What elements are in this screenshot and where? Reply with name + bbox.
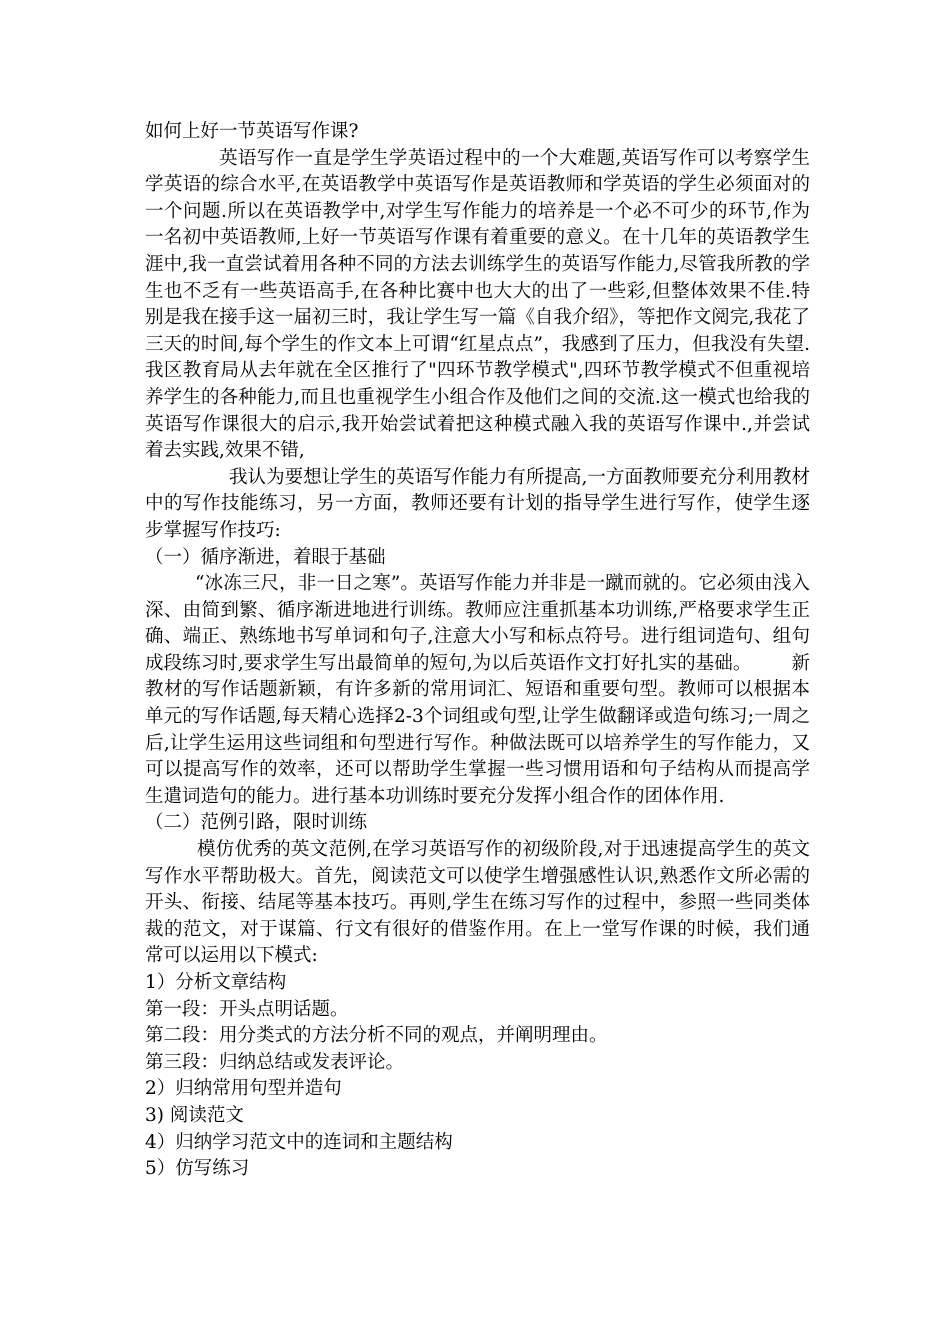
- document-title: 如何上好一节英语写作课?: [145, 121, 359, 142]
- step-line: 2）归纳常用句型并造句: [145, 1078, 342, 1100]
- section-1-paragraph: [145, 571, 810, 810]
- step-line: 3) 阅读范文: [145, 1104, 244, 1126]
- section-heading-2: （二）范例引路，限时训练: [145, 812, 368, 834]
- step-line: 第一段：开头点明话题。: [145, 998, 349, 1020]
- section-2-paragraph: 模仿优秀的英文范例,在学习英语写作的初级阶段,对于迅速提高学生的英文写作水平帮助极大。首先，阅读范文可以使学生增强感性认识,熟悉作文所必需的开头、衔接、结尾等基本技巧。再则,学生在练习写作的过程中，参照一些同类体裁的范文，对于谋篇、行文有很好的借鉴作用。在上一堂写作课的时候，我们通常可以运用以下模式:: [145, 839, 810, 967]
- section-heading-1: （一）循序渐进，着眼于基础: [145, 546, 386, 568]
- step-line: 1）分析文章结构: [145, 972, 287, 993]
- thesis-paragraph: 我认为要想让学生的英语写作能力有所提高,一方面教师要充分利用教材中的写作技能练习，另一方面，教师还要有计划的指导学生进行写作，使学生逐步掌握写作技巧:: [145, 466, 810, 541]
- step-line: 5）仿写练习: [145, 1158, 250, 1180]
- step-line: 第三段：归纳总结或发表评论。: [145, 1051, 405, 1073]
- intro-paragraph: 英语写作一直是学生学英语过程中的一个大难题,英语写作可以考察学生学英语的综合水平,在英语教学中英语写作是英语教师和学英语的学生必须面对的一个问题.所以在英语教学中,对学生写作能力的培养是一个必不可少的环节,作为一名初中英语教师,上好一节英语写作课有着重要的意义。在十几年的英语教学生涯中,我一直尝试着用各种不同的方法去训练学生的英语写作能力,尽管我所教的学生也不乏有一些英语高手,在各种比赛中也大大的出了一些彩,但整体效果不佳.特别是我在接手这一届初三时，我让学生写一篇《自我介绍》，等把作文阅完,我花了三天的时间,每个学生的作文本上可谓“红星点点”，我感到了压力，但我没有失望.我区教育局从去年就在全区推行了"四环节教学模式",四环节教学模式不但重视培养学生的各种能力,而且也重视学生小组合作及他们之间的交流.这一模式也给我的英语写作课很大的启示,我开始尝试着把这种模式融入我的英语写作课中.,并尝试着去实践,效果不错,: [145, 147, 810, 462]
- step-line: 第二段：用分类式的方法分析不同的观点，并阐明理由。: [145, 1025, 608, 1047]
- section-1-text-part1: “冰冻三尺，非一日之寒”。英语写作能力并非是一蹴而就的。它必须由浅入深、由简到繁、循序渐进地进行训练。教师应注重抓基本功训练,严格要求学生正确、端正、熟练地书写单词和句子,注意大小写和标点符号。进行组词造句、组句成段练习时,要求学生写出最简单的短句,为以后英语作文打好扎实的基础。: [145, 573, 810, 674]
- document-body: [145, 119, 810, 1183]
- section-1-text-part2: 新教材的写作话题新颖，有许多新的常用词汇、短语和重要句型。教师可以根据本单元的写作话题,每天精心选择2-3个词组或句型,让学生做翻译或造句练习;一周之后,让学生运用这些词组和句型进行写作。种做法既可以培养学生的写作能力，又可以提高写作的效率，还可以帮助学生掌握一些习惯用语和句子结构从而提高学生遣词造句的能力。进行基本功训练时要充分发挥小组合作的团体作用.: [145, 652, 810, 807]
- step-line: 4）归纳学习范文中的连词和主题结构: [145, 1131, 453, 1153]
